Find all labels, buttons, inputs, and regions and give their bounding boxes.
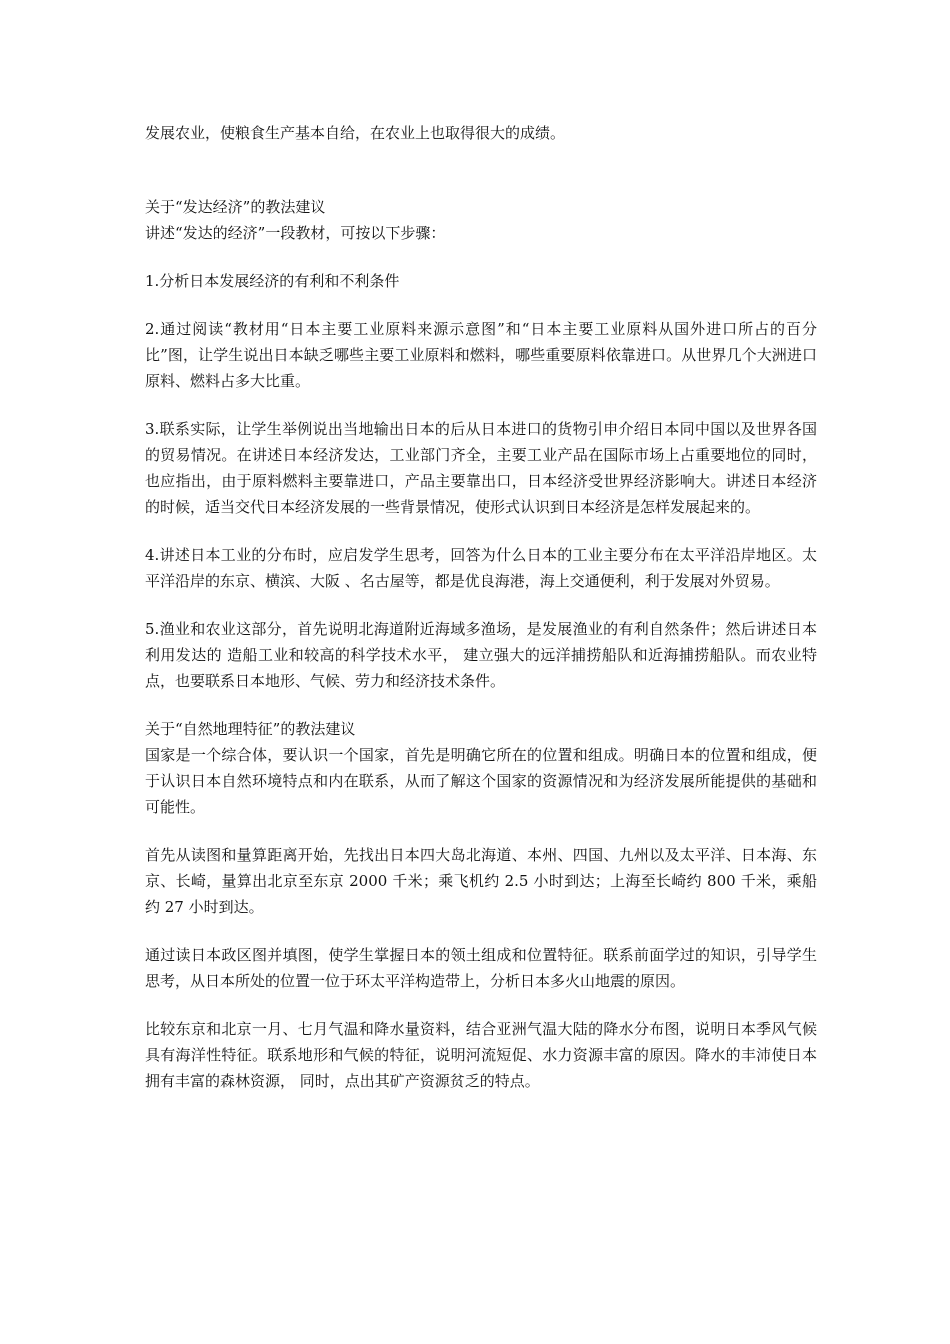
spacer [145,820,817,842]
intro-paragraph: 发展农业，使粮食生产基本自给，在农业上也取得很大的成绩。 [145,124,566,142]
step-paragraph: 5.渔业和农业这部分，首先说明北海道附近海域多渔场，是发展渔业的有利自然条件；然后讲述日本利用发达的 造船工业和较高的科学技术水平， 建立强大的远洋捕捞船队和近海捕捞船队。而农业特点，也要联系日本地形、气候、劳力和经济技术条件。 [145,620,817,690]
step-paragraph: 3.联系实际，让学生举例说出当地输出日本的后从日本进口的货物引申介绍日本同中国以及世界各国的贸易情况。在讲述日本经济发达，工业部门齐全，主要工业产品在国际市场上占重要地位的同时，也应指出，由于原料燃料主要靠进口，产品主要靠出口，日本经济受世界经济影响大。讲述日本经济的时候，适当交代日本经济发展的一些背景情况，使形式认识到日本经济是怎样发展起来的。 [145,420,817,516]
section-lead: 讲述“发达的经济”一段教材，可按以下步骤： [145,224,446,242]
spacer [145,694,817,716]
spacer [145,520,817,542]
step-paragraph: 2.通过阅读“教材用“日本主要工业原料来源示意图”和“日本主要工业原料从国外进口所占的百分比”图，让学生说出日本缺乏哪些主要工业原料和燃料，哪些重要原料依靠进口。从世界几个大洲进口原料、燃料占多大比重。 [145,320,817,390]
spacer [145,294,817,316]
section-heading-geography: 关于“自然地理特征”的教法建议 [145,720,356,738]
step-paragraph: 4.讲述日本工业的分布时，应启发学生思考，回答为什么日本的工业主要分布在太平洋沿岸地区。太平洋沿岸的东京、横滨、大阪 、名古屋等，都是优良海港，海上交通便利，利于发展对外贸易。 [145,546,817,590]
body-paragraph: 国家是一个综合体，要认识一个国家，首先是明确它所在的位置和组成。明确日本的位置和组成，便于认识日本自然环境特点和内在联系，从而了解这个国家的资源情况和为经济发展所能提供的基础和可能性。 [145,746,817,816]
body-paragraph: 首先从读图和量算距离开始，先找出日本四大岛北海道、本州、四国、九州以及太平洋、日本海、东京、长崎，量算出北京至东京 2000 千米；乘飞机约 2.5 小时到达；上海至长崎约 800 千米，乘船约 27 小时到达。 [145,846,817,916]
spacer [145,146,817,194]
spacer [145,394,817,416]
body-paragraph: 比较东京和北京一月、七月气温和降水量资料，结合亚洲气温大陆的降水分布图，说明日本季风气候具有海洋性特征。联系地形和气候的特征，说明河流短促、水力资源丰富的原因。降水的丰沛使日本拥有丰富的森林资源， 同时，点出其矿产资源贫乏的特点。 [145,1020,817,1090]
body-paragraph: 通过读日本政区图并填图，使学生掌握日本的领土组成和位置特征。联系前面学过的知识，引导学生思考，从日本所处的位置一位于环太平洋构造带上，分析日本多火山地震的原因。 [145,946,817,990]
spacer [145,594,817,616]
spacer [145,920,817,942]
step-paragraph: 1.分析日本发展经济的有利和不利条件 [145,272,400,290]
spacer [145,246,817,268]
section-heading-economy: 关于“发达经济”的教法建议 [145,198,326,216]
spacer [145,994,817,1016]
document-page [145,120,817,1094]
